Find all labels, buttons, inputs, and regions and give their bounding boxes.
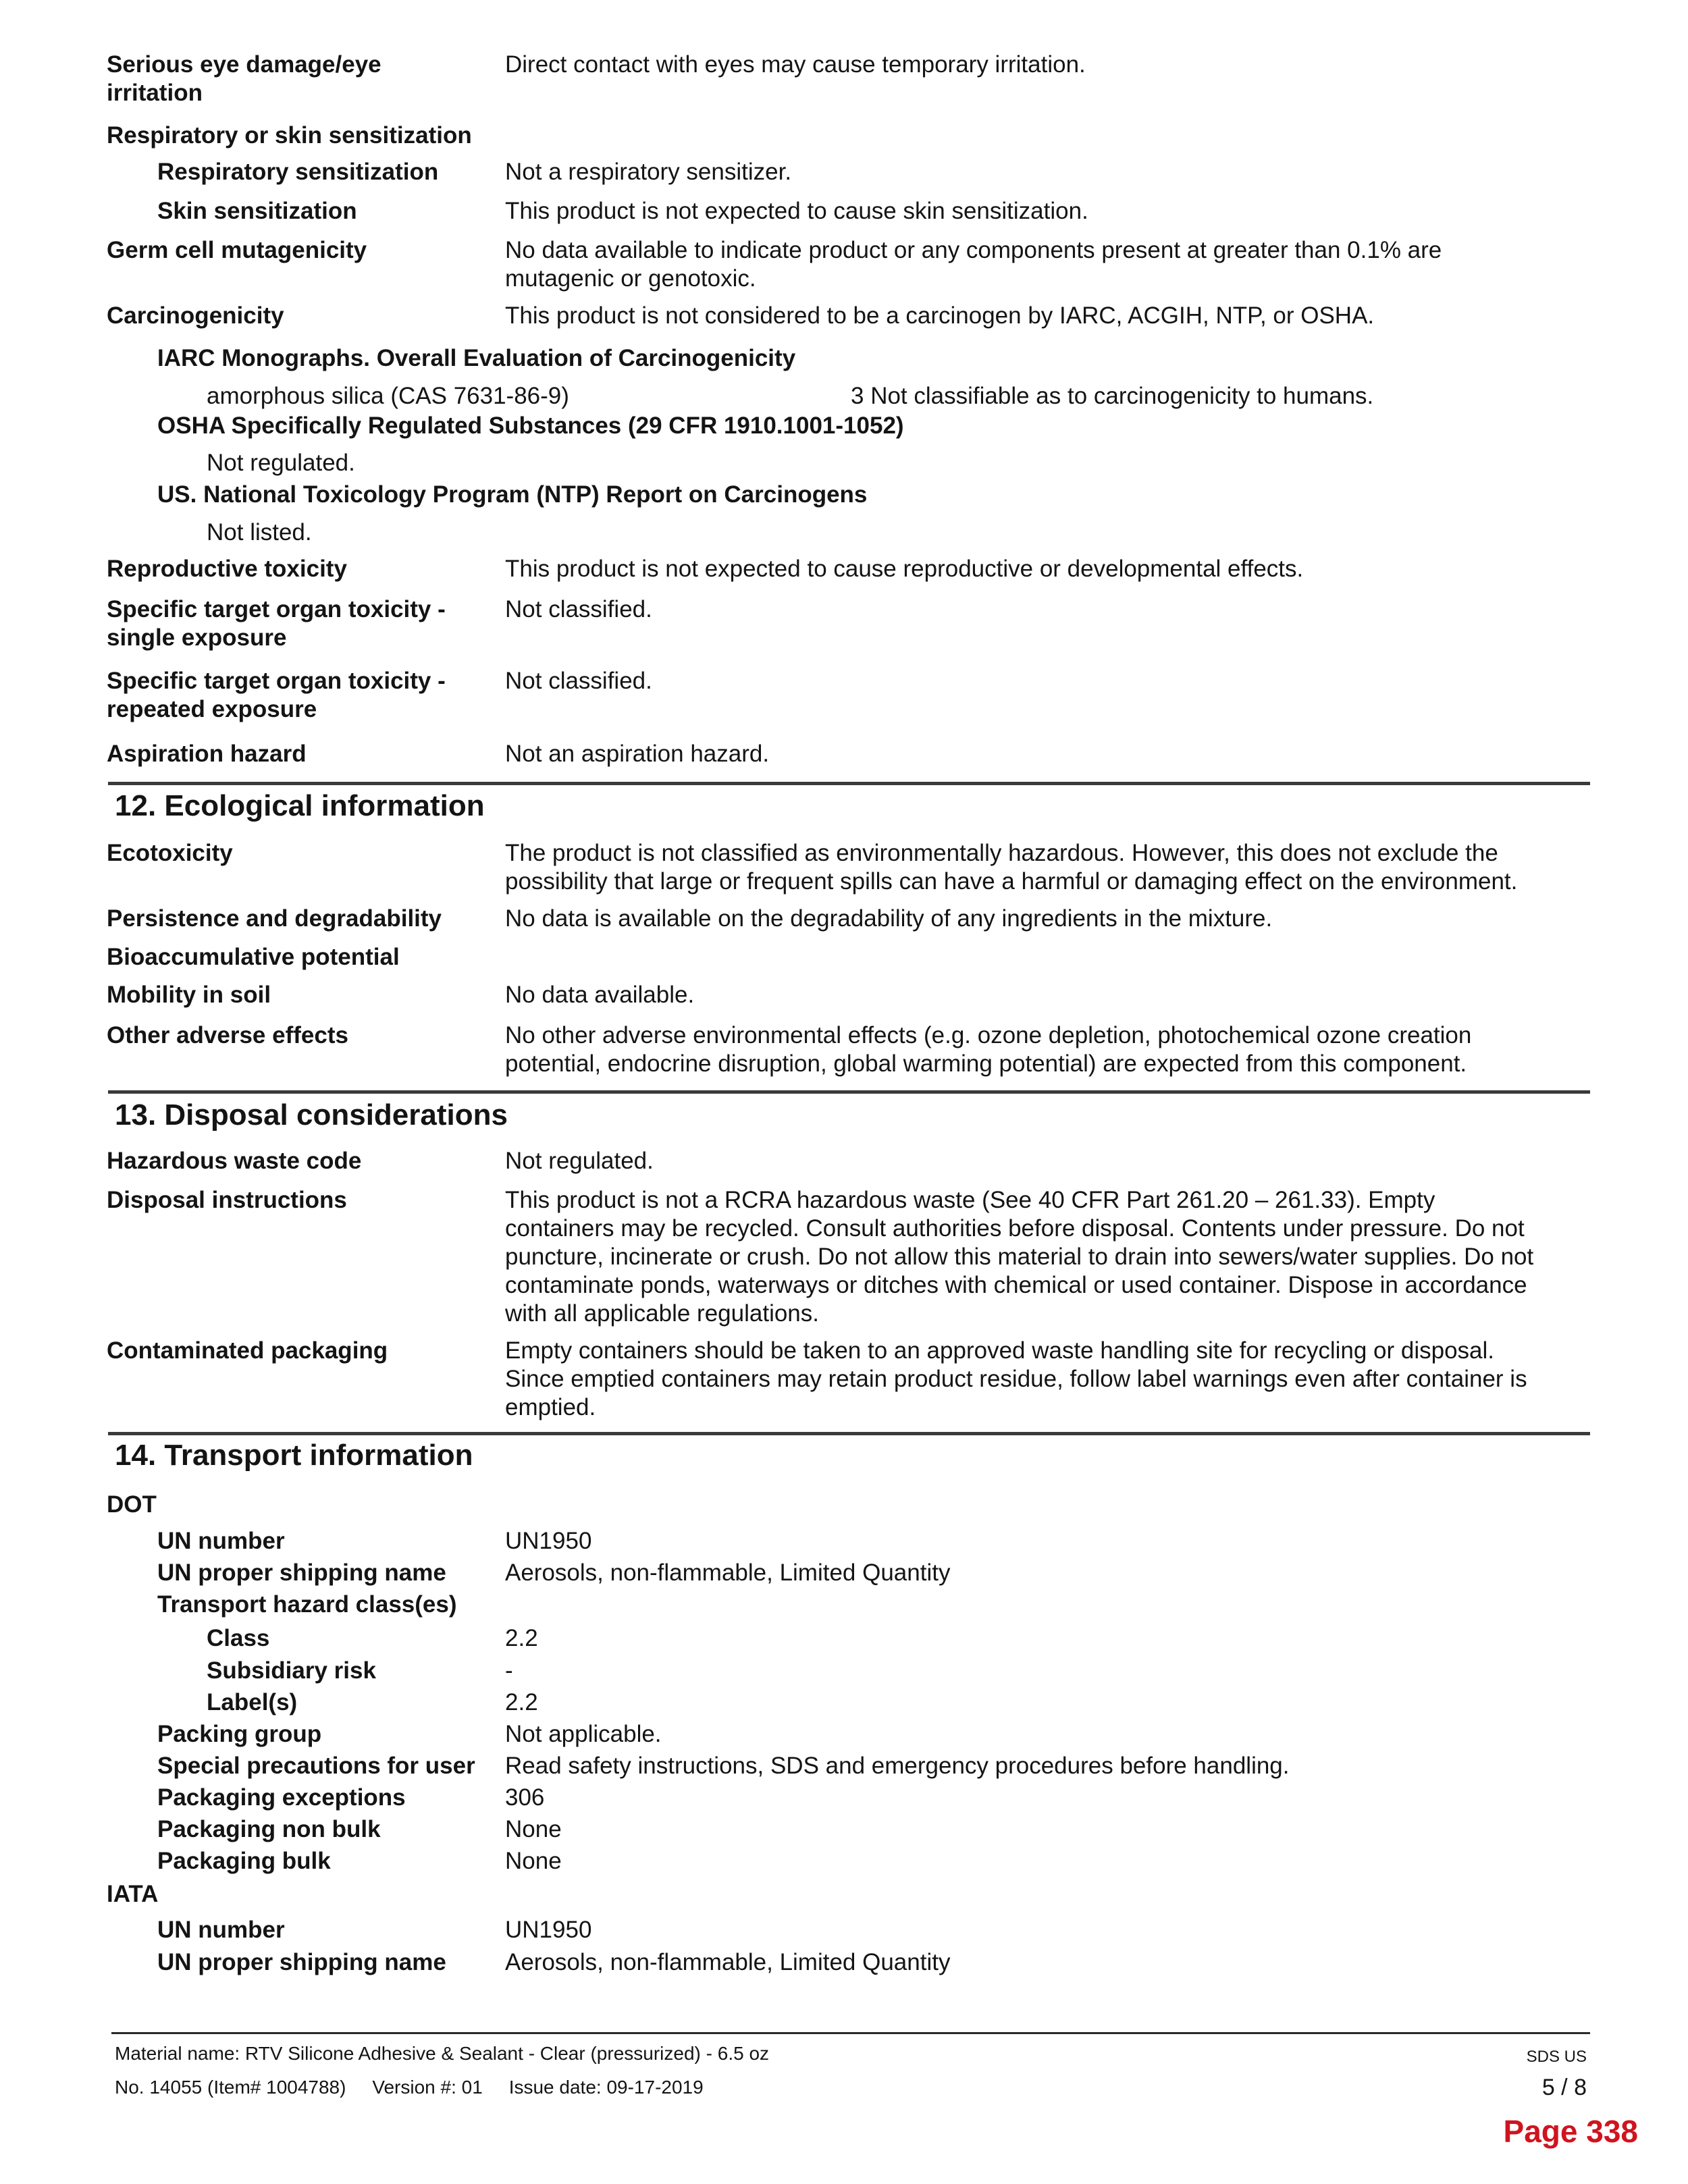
- row-label: Packaging exceptions: [157, 1784, 406, 1811]
- row-label: Skin sensitization: [157, 198, 357, 224]
- row-label: Packing group: [157, 1721, 322, 1747]
- row-value: No data is available on the degradability of any ingredients in the mixture.: [505, 905, 1273, 932]
- row-label: UN proper shipping name: [157, 1560, 446, 1586]
- row-label: Reproductive toxicity: [107, 556, 347, 582]
- row-label: Packaging bulk: [157, 1848, 331, 1874]
- row-value: The product is not classified as environmentally hazardous. However, this does not exclude the possibility that large or frequent spills can have a harmful or damaging effect on the environment.: [505, 840, 1518, 895]
- osha-value: Not regulated.: [207, 450, 355, 476]
- row-label: Subsidiary risk: [207, 1657, 376, 1684]
- row-label: Label(s): [207, 1689, 298, 1715]
- row-label: Contaminated packaging: [107, 1337, 388, 1364]
- row-label: Specific target organ toxicity - single exposure: [107, 596, 446, 651]
- row-value: No other adverse environmental effects (e.g. ozone depletion, photochemical ozone creation potential, endocrine disruption, global warming potential) are expected from this component.: [505, 1022, 1472, 1077]
- row-value: Direct contact with eyes may cause temporary irritation.: [505, 51, 1086, 78]
- row-value: -: [505, 1657, 513, 1684]
- row-label: UN number: [157, 1528, 285, 1554]
- footer-divider: [111, 2032, 1590, 2034]
- row-value: 2.2: [505, 1625, 538, 1651]
- row-value: Aerosols, non-flammable, Limited Quantity: [505, 1949, 951, 1975]
- footer-sds-label: SDS US: [1526, 2048, 1587, 2066]
- row-label: Aspiration hazard: [107, 741, 307, 767]
- row-label: Ecotoxicity: [107, 840, 233, 866]
- row-value: No data available to indicate product or any components present at greater than 0.1% are mutagenic or genotoxic.: [505, 237, 1442, 292]
- iata-heading: IATA: [107, 1881, 159, 1907]
- ntp-heading: US. National Toxicology Program (NTP) Report on Carcinogens: [157, 481, 868, 508]
- row-label: Respiratory sensitization: [157, 159, 439, 185]
- row-value: Not a respiratory sensitizer.: [505, 159, 792, 185]
- row-label: Disposal instructions: [107, 1187, 347, 1213]
- section-divider: [108, 1432, 1590, 1435]
- section-13-title: 13. Disposal considerations: [115, 1098, 508, 1131]
- row-value: None: [505, 1816, 562, 1842]
- row-value: Not classified.: [505, 596, 652, 622]
- iarc-heading: IARC Monographs. Overall Evaluation of Carcinogenicity: [157, 345, 796, 371]
- row-value: This product is not expected to cause reproductive or developmental effects.: [505, 556, 1304, 582]
- row-label: Special precautions for user: [157, 1753, 475, 1779]
- ntp-value: Not listed.: [207, 519, 312, 545]
- row-label: UN proper shipping name: [157, 1949, 446, 1975]
- row-value: None: [505, 1848, 562, 1874]
- row-value: Read safety instructions, SDS and emergency procedures before handling.: [505, 1753, 1290, 1779]
- section-divider: [108, 782, 1590, 785]
- row-label: Mobility in soil: [107, 982, 271, 1008]
- row-value: UN1950: [505, 1917, 592, 1943]
- section-14-title: 14. Transport information: [115, 1439, 473, 1472]
- iarc-substance: amorphous silica (CAS 7631-86-9): [207, 383, 569, 409]
- row-value: Not applicable.: [505, 1721, 662, 1747]
- row-value: No data available.: [505, 982, 695, 1008]
- osha-heading: OSHA Specifically Regulated Substances (29 CFR 1910.1001-1052): [157, 412, 904, 439]
- row-value: Not classified.: [505, 668, 652, 694]
- row-label: UN number: [157, 1917, 285, 1943]
- row-value: This product is not a RCRA hazardous waste (See 40 CFR Part 261.20 – 261.33). Empty containers may be recycled. Consult authorities before disposal. Contents under pressure. Do not puncture, incinerate or crush. Do not allow this material to drain into sewers/water supplies. Do not contaminate ponds, waterways or ditches with chemical or used container. Dispose in accordance with all applicable regulations.: [505, 1187, 1534, 1327]
- row-value: Empty containers should be taken to an approved waste handling site for recycling or disposal. Since emptied containers may retain product residue, follow label warnings even after container is emptied.: [505, 1337, 1527, 1420]
- row-value: This product is not considered to be a carcinogen by IARC, ACGIH, NTP, or OSHA.: [505, 302, 1375, 329]
- row-value: Not regulated.: [505, 1148, 654, 1174]
- footer-page-number: 5 / 8: [1541, 2075, 1587, 2100]
- page-stamp: Page 338: [1503, 2114, 1638, 2149]
- row-value: 2.2: [505, 1689, 538, 1715]
- row-label: Bioaccumulative potential: [107, 944, 400, 970]
- row-value: Not an aspiration hazard.: [505, 741, 770, 767]
- row-label: Packaging non bulk: [157, 1816, 381, 1842]
- row-label: Germ cell mutagenicity: [107, 237, 367, 263]
- section-12-title: 12. Ecological information: [115, 789, 485, 822]
- iarc-result: 3 Not classifiable as to carcinogenicity to humans.: [851, 383, 1374, 409]
- footer-material-name: Material name: RTV Silicone Adhesive & Sealant - Clear (pressurized) - 6.5 oz: [115, 2043, 770, 2064]
- row-label: Persistence and degradability: [107, 905, 442, 932]
- row-label: Serious eye damage/eye irritation: [107, 51, 381, 106]
- row-value: UN1950: [505, 1528, 592, 1554]
- section-divider: [108, 1090, 1590, 1094]
- row-label: Transport hazard class(es): [157, 1591, 457, 1618]
- row-label: Class: [207, 1625, 270, 1651]
- row-label: Respiratory or skin sensitization: [107, 122, 472, 149]
- row-value: This product is not expected to cause skin sensitization.: [505, 198, 1088, 224]
- footer-doc-info: No. 14055 (Item# 1004788) Version #: 01 Issue date: 09-17-2019: [115, 2077, 704, 2098]
- row-value: Aerosols, non-flammable, Limited Quantity: [505, 1560, 951, 1586]
- row-label: Hazardous waste code: [107, 1148, 362, 1174]
- row-label: Specific target organ toxicity - repeated exposure: [107, 668, 446, 722]
- row-label: Other adverse effects: [107, 1022, 348, 1048]
- row-value: 306: [505, 1784, 545, 1811]
- row-label: Carcinogenicity: [107, 302, 284, 329]
- dot-heading: DOT: [107, 1491, 157, 1518]
